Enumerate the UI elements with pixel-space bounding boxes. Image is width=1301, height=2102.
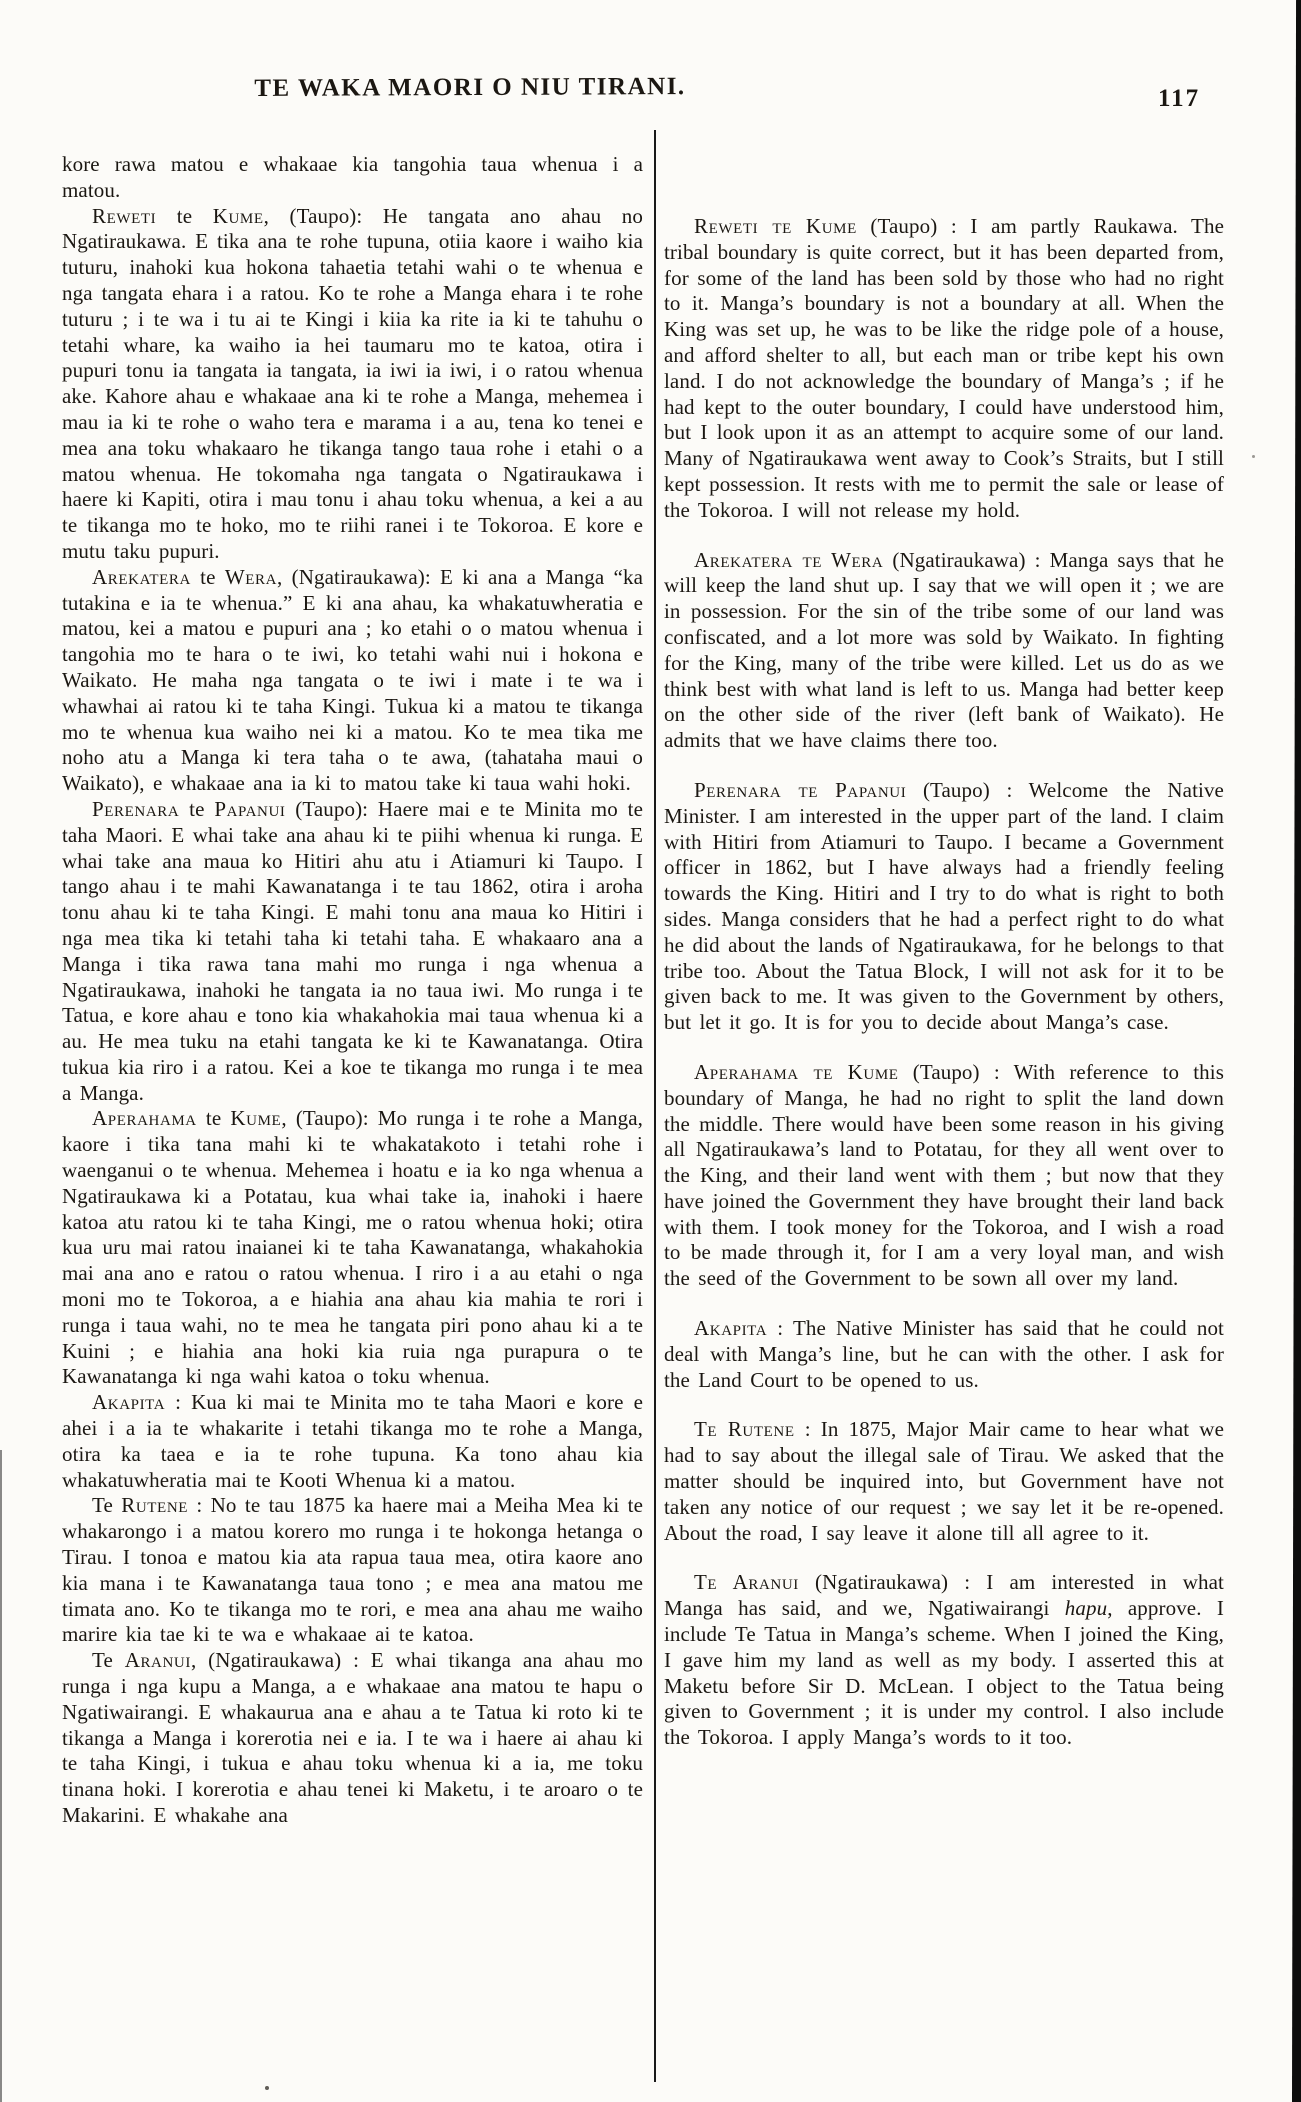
body-text: te <box>156 203 213 228</box>
speaker-name: Te Rutene <box>694 1417 795 1442</box>
body-text: : The Native Minister has said that he could not deal with Manga’s line, but he can with the other. I ask for the Land Court to be opened to us. <box>664 1316 1224 1392</box>
speaker-name: Perenara te Papanui <box>694 777 907 802</box>
speaker-name: Akapita <box>92 1390 166 1415</box>
paragraph <box>62 1390 643 1493</box>
paragraph <box>664 1060 1224 1292</box>
paragraph <box>664 1417 1224 1546</box>
body-text: Te <box>92 1493 122 1518</box>
paragraph <box>62 1106 643 1390</box>
scan-edge-right <box>1292 0 1301 2102</box>
speaker-name: Arekatera <box>92 564 191 589</box>
body-text: (Taupo) : With reference to this boundary of Manga, he had no right to split the land down the middle. There would have been some reason in his giving all Ngatiraukawa’s land to Potatau, for they all went over to the King, and their land went with them ; but now that they have joined the Government they have brought their land back with them. I took money for the Tokoroa, and I wish a road to be made through it, for I am a very loyal man, and wish the seed of the Government to be sown all over my land. <box>664 1059 1224 1291</box>
page-title: TE WAKA MAORI O NIU TIRANI. <box>254 73 686 102</box>
speaker-name: Rutene <box>121 1493 189 1518</box>
body-text: (Taupo) : Welcome the Native Minister. I am interested in the upper part of the land. I claim with Hitiri from Atiamuri to Taupo. I became a Government officer in 1862, but I have always had a friendly feeling towards the King. Hitiri and I try to do what is right to both sides. Manga considers that he had a perfect right to do what he did about the lands of Ngatiraukawa, for he belongs to that tribe too. About the Tatua Block, I will not ask for it to be given back to me. It was given to the Government by others, but let it go. It is for you to decide about Manga’s case. <box>664 777 1224 1035</box>
paragraph <box>62 797 643 1107</box>
speaker-name: Arekatera te Wera <box>694 547 884 572</box>
body-text: , (Taupo): He tangata ano ahau no Ngatiraukawa. E tika ana te rohe tupuna, otiia kaore i waiho kia tuturu, inahoki kua hokona tahaetia tetahi wahi o te whenua e nga tangata ehara i a ratou. Ko te rohe a Manga ehara i te rohe tuturu ; i te wa i tu ai te Kingi i kiia ka rite ia ki te tahuhu o tetahi whare, ka waiho ia hei taumaru mo te katoa, otira i pupuri tonu ia tangata ia tangata, ia iwi ia iwi, i o ratou whenua ake. Kahore ahau e whakaae ana ki te rohe a Manga, mehemea i mau ia ki te rohe o waho tera e marama i a au, tena ko tenei e mea ana toku whakaaro he tikanga tango taua rohe i etahi o a matou whenua. He tokomaha nga tangata o Ngatiraukawa i haere ki Kapiti, otira i mau tonu i ahau toku whenua, a kei a au te tikanga mo te hoko, mo te riihi ranei i te Tokoroa. E kore e mutu taku pupuri. <box>62 203 643 563</box>
speaker-name: Kume <box>230 1106 282 1131</box>
body-text: (Taupo) : I am partly Raukawa. The tribal boundary is quite correct, but it has been departed from, for some of the land has been sold by those who had no right to it. Manga’s boundary is not a boundary at all. When the King was set up, he was to be like the ridge pole of a house, and afford shelter to all, but each man or tribe kept his own land. I do not acknowledge the boundary of Manga’s ; if he had kept to the outer boundary, I could have understood him, but I look upon it as an attempt to acquire some of our land. Many of Ngatiraukawa went away to Cook’s Straits, but I still kept possession. It rests with me to permit the sale or lease of the Tokoroa. I will not release my hold. <box>664 214 1224 522</box>
speaker-name: Papanui <box>214 796 286 821</box>
page-number: 117 <box>1158 85 1201 112</box>
body-text: Te <box>92 1648 125 1673</box>
paragraph <box>664 548 1224 754</box>
speaker-name: Reweti te Kume <box>694 214 857 238</box>
speaker-name: Perenara <box>92 796 180 821</box>
paragraph <box>664 1316 1224 1393</box>
body-text: , (Ngatiraukawa): E ki ana a Manga “ka tutakina e ia te whenua.” E ki ana ahau, ka whakatuwheratia e matou, kei a matou e pupuri ana ; ko etahi o o matou whenua i tangohia mo te hara o te iwi, ko tetahi wahi nui i hokona e Waikato. He maha nga tangata o te iwi i mate i te wa i whawhai ai ratou ki te taha Kingi. Tukua ki a matou te tikanga mo te whenua kua waiho nei ki a matou. Ko te mea tika me noho atu a Manga ki tera taha o te awa, (tahataha maui o Waikato), e whakaae ana ia ki to matou take ki taua wahi hoki. <box>62 564 643 796</box>
speaker-name: Aranui <box>124 1648 191 1673</box>
paragraph <box>62 1648 643 1829</box>
text-block <box>62 130 1228 2092</box>
paragraph <box>62 204 643 565</box>
body-text: : No te tau 1875 ka haere mai a Meiha Mea ki te whakarongo i a matou korero mo runga i te hokonga hetanga o Tirau. I tonoa e matou kia ata rapua taua mea, otira kaore ano kia mana i te Kawanatanga taua tono ; e mea ana matou me timata ano. Ko te tikanga mo te rori, e mea ana ahau me waiho marire kia tae ki te wa e whakaae ai te katoa. <box>62 1493 644 1647</box>
speaker-name: Te Aranui <box>694 1570 799 1595</box>
body-text: : In 1875, Major Mair came to hear what we had to say about the illegal sale of Tirau. We asked that the matter should be inquired into, but Government have not taken any notice of our request ; we say let it be re-opened. About the road, I say leave it alone till all agree to it. <box>664 1417 1224 1545</box>
body-text: (Ngatiraukawa) : Manga says that he will keep the land shut up. I say that we will open it ; we are in possession. For the sin of the tribe some of our land was confiscated, and a lot more was sold by Waikato. In fighting for the King, many of the tribe were killed. Let us do as we think best with what land is left to us. Manga had better keep on the other side of the river (left bank of Waikato). He admits that we have claims there too. <box>664 547 1224 753</box>
paragraph <box>62 565 643 797</box>
body-text: kore rawa matou e whakaae kia tangohia taua whenua i a matou. <box>62 152 643 202</box>
paragraph <box>664 214 1224 524</box>
body-text: , (Taupo): Mo runga i te rohe a Manga, kaore i tika tana mahi ki te whakatakoto i tetahi rohe i waenganui o te whenua. Mehemea i hoatu e ia ko nga whenua a Ngatiraukawa ki a Potatau, kua whai take ia, inahoki i haere katoa atu ratou ki te taha Kingi, me o ratou whenua hoki; otira kua uru mai ratou inaianei ki te taha Kawanatanga, whakahokia mai ana ano e ratou o ratou whenua. I riro i a au etahi o nga moni mo te Tokoroa, a e hiahia ana ahau kia mahia te rori i runga i taua wahi, no te mea he tangata piri pono ahau ki a te Kuini ; e hiahia ana hoki kia ruia nga purapura o te Kawanatanga ki nga wahi katoa o toku whenua. <box>62 1106 643 1389</box>
speaker-name: Kume <box>212 203 264 228</box>
body-text: , (Ngatiraukawa) : E whai tikanga ana ahau mo runga i nga kupu a Manga, a e whakaae ana matou te hapu o Ngatiwairangi. E whakaurua ana e ahau a te Tatua ki roto ki te tikanga a Manga i korerotia nei e ia. I te wa i haere ai ahau ki te taha Kingi, i tukua e ahau toku whenua ki a ia, me toku tinana hoki. I korerotia e ahau tenei ki Maketu, i te aroaro o te Makarini. E whakahe ana <box>62 1648 643 1827</box>
speaker-name: Reweti <box>92 203 157 228</box>
body-text: te <box>196 1106 231 1131</box>
paragraph <box>664 1570 1224 1751</box>
body-text: (Taupo): Haere mai e te Minita mo te taha Maori. E whai take ana ahau ki te piihi whenua ki runga. E whai take ana maua ko Hitiri ahu atu i Atiamuri ki Taupo. I tango ahau i te mahi Kawanatanga i te tau 1862, otira i aroha tonu ahau ki te taha Kingi. E mahi tonu ana maua ko Hitiri i nga mea tika ki tetahi taha ki tetahi taha. E whakaaro ana a Manga i tika rawa tana mahi mo runga i nga whenua a Ngatiraukawa, inahoki he tangata ia no taua iwi. Mo runga i te Tatua, e kore ahau e tono kia whakahokia mai taua whenua ki a au. He mea tuku na etahi tangata ke ki te Kawanatanga. Otira tukua kia riro i a ratou. Kei a koe te tikanga mo runga i te mea a Manga. <box>62 796 643 1105</box>
body-text: te <box>179 796 215 821</box>
body-text: : Kua ki mai te Minita mo te taha Maori e kore e ahei i a ia te whakarite i tetahi tikanga mo te rohe a Manga, otira ka taea e ia te rohe tupuna. Ka tono ahau kia whakatuwheratia mai te Kooti Whenua ki a matou. <box>62 1390 643 1492</box>
paragraph <box>62 152 643 204</box>
italic-text: hapu <box>1064 1596 1108 1621</box>
scan-speck <box>1252 455 1255 458</box>
body-text: (Ngatiraukawa) : I am interested in what Manga has said, and we, Ngatiwairangi <box>664 1570 1224 1621</box>
paragraph <box>62 1493 643 1648</box>
paragraph <box>664 778 1224 1036</box>
speaker-name: Aperahama te Kume <box>694 1059 899 1084</box>
speaker-name: Wera <box>224 564 278 589</box>
maori-column <box>62 152 643 1829</box>
column-divider-rule <box>654 130 656 2082</box>
scan-edge-left <box>0 1450 2 2102</box>
body-text: , approve. I include Te Tatua in Manga’s scheme. When I joined the King, I gave him my land as well as my body. I asserted this at Maketu before Sir D. McLean. I object to the Tatua being given to Government ; it is under my control. I also include the Tokoroa. I apply Manga’s words to it too. <box>664 1596 1225 1750</box>
body-text: te <box>190 564 225 589</box>
speaker-name: Aperahama <box>92 1106 197 1131</box>
english-column <box>664 152 1224 1751</box>
speaker-name: Akapita <box>694 1316 768 1341</box>
